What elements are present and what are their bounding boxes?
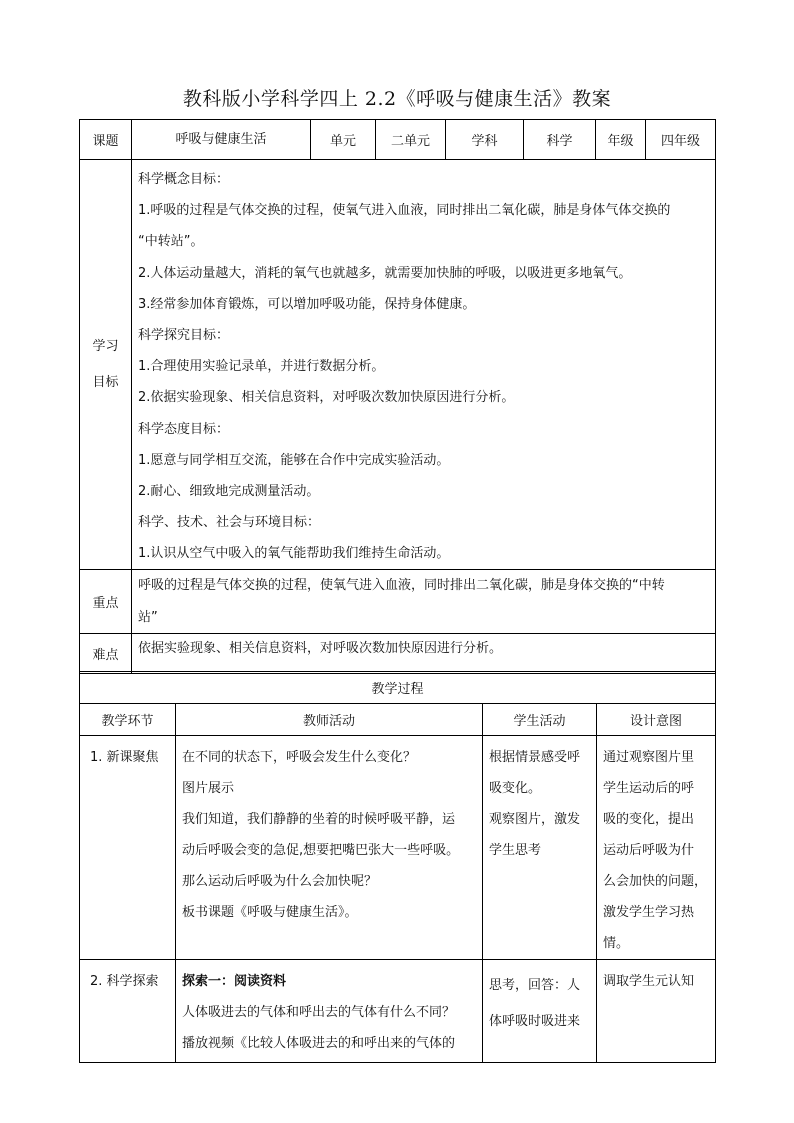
page-title: 教科版小学科学四上 2.2《呼吸与健康生活》教案: [182, 88, 612, 110]
objective-line: 2.耐心、细致地完成测量活动。: [138, 483, 320, 499]
teacher-heading: 探索一：阅读资料: [182, 974, 287, 989]
intent-line: 运动后呼吸为什: [603, 843, 695, 858]
process-columns-row: [80, 704, 716, 736]
subject-label: 学科: [446, 120, 524, 160]
process-row: [80, 960, 716, 1063]
intent-line: 吸的变化，提出: [603, 812, 695, 827]
column-teacher: 教师活动: [176, 704, 483, 736]
objectives-label-line2: 目标: [92, 374, 119, 390]
unit-label: 单元: [311, 120, 376, 160]
teacher-line: 板书课题《呼吸与健康生活》。: [182, 905, 358, 920]
objectives-content: [132, 160, 716, 570]
objective-line: 科学概念目标：: [138, 172, 230, 187]
intent-cell: [597, 960, 716, 1063]
column-stage: 教学环节: [80, 704, 176, 736]
student-cell: [483, 736, 597, 960]
process-row: [80, 736, 716, 960]
column-intent: 设计意图: [597, 704, 716, 736]
objective-line: 科学态度目标：: [138, 421, 230, 437]
process-header: 教学过程: [80, 672, 716, 704]
stage-cell: 2. 科学探索: [80, 960, 176, 1063]
column-student: 学生活动: [483, 704, 597, 736]
objectives-label-line1: 学习: [92, 338, 119, 354]
unit-value: 二单元: [376, 120, 446, 160]
objective-line: 1.呼吸的过程是气体交换的过程，使氧气进入血液，同时排出二氧化碳，肺是身体气体交换的: [138, 203, 671, 219]
intent-line: 激发学生学习热: [603, 905, 695, 920]
student-cell: [483, 960, 597, 1063]
lesson-info-table: [79, 119, 716, 674]
stage-cell: 1. 新课聚焦: [80, 736, 176, 960]
objectives-label: [80, 160, 132, 570]
intent-line: 通过观察图片里: [603, 750, 695, 765]
student-line: 吸变化。: [489, 781, 542, 796]
key-point-line: 站”: [138, 609, 158, 625]
teacher-line: 那么运动后呼吸为什么会加快呢？: [182, 874, 378, 889]
intent-cell: [597, 736, 716, 960]
difficulty-label: 难点: [80, 633, 132, 673]
process-header-row: [80, 672, 716, 704]
objective-line: 1.愿意与同学相互交流，能够在合作中完成实验活动。: [138, 452, 450, 468]
objective-line: 3.经常参加体育锻炼，可以增加呼吸功能，保持身体健康。: [138, 296, 476, 312]
difficulty-content: 依据实验现象、相关信息资料，对呼吸次数加快原因进行分析。: [132, 633, 716, 673]
grade-value: 四年级: [646, 120, 716, 160]
intent-line: 调取学生元认知: [603, 974, 695, 989]
key-point-row: [80, 570, 716, 633]
grade-label: 年级: [596, 120, 646, 160]
teaching-process-table: [79, 671, 716, 1063]
objective-line: 1.合理使用实验记录单，并进行数据分析。: [138, 359, 385, 375]
student-line: 体呼吸时吸进来: [489, 1014, 581, 1029]
info-row: [80, 120, 716, 160]
intent-line: 学生运动后的呼: [603, 781, 695, 796]
teacher-line: 人体吸进去的气体和呼出去的气体有什么不同？: [182, 1005, 456, 1020]
teacher-line: 在不同的状态下，呼吸会发生什么变化？: [182, 750, 417, 765]
topic-value: 呼吸与健康生活: [132, 120, 311, 160]
difficulty-row: [80, 633, 716, 673]
teacher-cell: [176, 736, 483, 960]
teacher-cell: [176, 960, 483, 1063]
student-line: 观察图片，激发: [489, 812, 581, 827]
objective-line: 科学、技术、社会与环境目标：: [138, 515, 321, 531]
objective-line: 2.依据实验现象、相关信息资料，对呼吸次数加快原因进行分析。: [138, 390, 515, 406]
teacher-line: 动后呼吸会变的急促,想要把嘴巴张大一些呼吸。: [182, 843, 460, 858]
objective-line: 科学探究目标：: [138, 327, 230, 343]
intent-line: 么会加快的问题，: [603, 874, 708, 889]
student-line: 思考，回答：人: [489, 978, 581, 993]
student-line: 根据情景感受呼: [489, 750, 581, 765]
objective-line: 1.认识从空气中吸入的氧气能帮助我们维持生命活动。: [138, 546, 450, 562]
subject-value: 科学: [524, 120, 596, 160]
topic-label: 课题: [80, 120, 132, 160]
student-line: 学生思考: [489, 843, 542, 858]
objective-line: 2.人体运动量越大，消耗的氧气也就越多，就需要加快肺的呼吸，以吸进更多地氧气。: [138, 265, 632, 281]
objective-line: “中转站”。: [138, 234, 204, 250]
key-point-line: 呼吸的过程是气体交换的过程，使氧气进入血液，同时排出二氧化碳，肺是身体交换的“中转: [138, 578, 665, 594]
teacher-line: 我们知道，我们静静的坐着的时候呼吸平静，运: [182, 812, 456, 827]
intent-line: 情。: [603, 936, 630, 951]
key-point-content: [132, 570, 716, 633]
objectives-row: [80, 160, 716, 570]
teacher-line: 图片展示: [182, 781, 235, 796]
key-point-label: 重点: [80, 570, 132, 633]
teacher-line: 播放视频《比较人体吸进去的和呼出来的气体的: [182, 1036, 456, 1051]
